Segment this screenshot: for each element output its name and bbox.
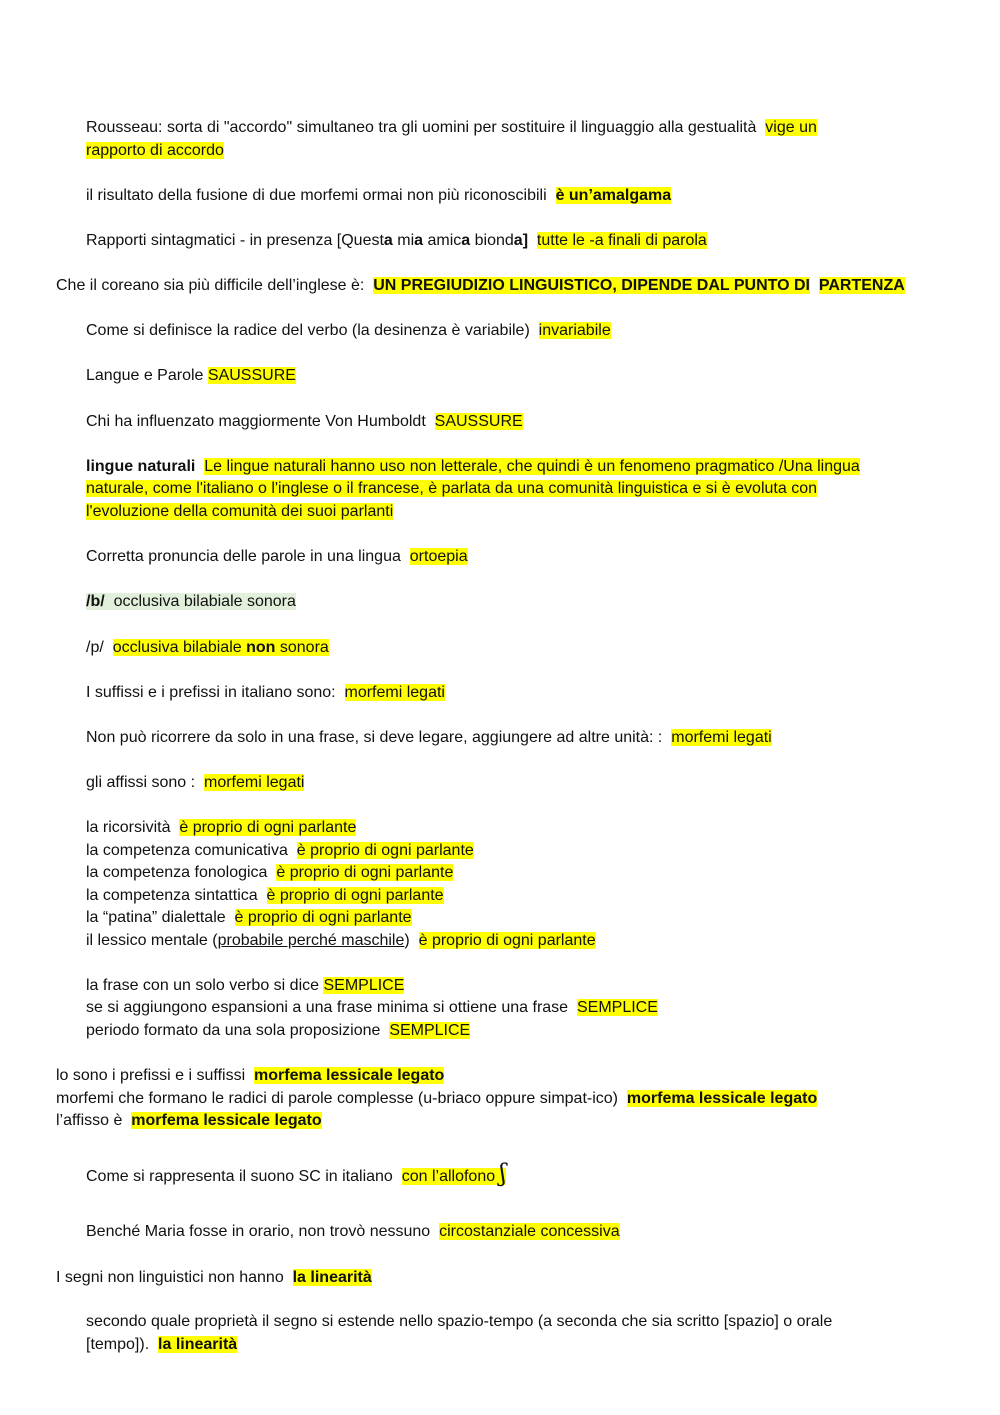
question-text: Rousseau: sorta di "accordo" simultaneo tra gli uomini per sostituire il linguaggio alla gestualità — [86, 119, 757, 136]
question-text: /b/ — [86, 593, 105, 610]
question-text: la ricorsività — [86, 819, 171, 836]
qa-line — [56, 1267, 372, 1289]
answer-highlight: SEMPLICE — [389, 1022, 471, 1039]
question-text: Benché Maria fosse in orario, non trovò nessuno — [86, 1223, 431, 1240]
qa-line — [86, 1221, 620, 1243]
question-text: Non può ricorrere da solo in una frase, si deve legare, aggiungere ad altre unità: : — [86, 729, 663, 746]
qa-line — [56, 1088, 817, 1110]
underlined-note: probabile perché maschile — [217, 932, 405, 949]
answer-highlight: invariabile — [538, 322, 611, 339]
answer-highlight: è proprio di ogni parlante — [296, 842, 474, 859]
answer-highlight: ortoepia — [409, 548, 468, 565]
answer-text: sonora — [275, 639, 329, 656]
question-text: Langue e Parole — [86, 367, 204, 384]
question-text: I segni non linguistici non hanno — [56, 1269, 284, 1286]
qa-line-continued — [86, 478, 817, 500]
qa-line — [86, 1159, 507, 1188]
answer-highlight: morfemi legati — [344, 684, 445, 701]
qa-line — [56, 275, 905, 297]
answer-highlight: l'evoluzione della comunità dei suoi parlanti — [86, 503, 394, 520]
answer-highlight: vige un — [765, 119, 817, 136]
qa-line-continued — [86, 501, 393, 523]
answer-highlight: è proprio di ogni parlante — [234, 909, 412, 926]
answer-highlight: morfema lessicale legato — [254, 1067, 445, 1084]
qa-line — [86, 772, 304, 794]
qa-line — [86, 840, 474, 862]
question-text: I suffissi e i prefissi in italiano sono: — [86, 684, 336, 701]
answer-highlight-green — [86, 593, 296, 610]
question-text: Come si definisce la radice del verbo (la desinenza è variabile) — [86, 322, 530, 339]
qa-line — [86, 1311, 832, 1333]
answer-highlight: morfemi legati — [203, 774, 305, 791]
question-text: morfemi che formano le radici di parole complesse (u-briaco oppure simpat-ico) — [56, 1090, 619, 1107]
qa-line — [86, 230, 707, 252]
question-text: Chi ha influenzato maggiormente Von Humboldt — [86, 413, 426, 430]
answer-text: con l’allofono — [401, 1168, 500, 1185]
answer-highlight: circostanziale concessiva — [439, 1223, 620, 1240]
question-text: Che il coreano sia più difficile dell’inglese è: — [56, 277, 365, 294]
qa-line — [86, 975, 404, 997]
qa-line — [86, 456, 860, 478]
answer-highlight: è proprio di ogni parlante — [179, 819, 357, 836]
question-text: la competenza sintattica — [86, 887, 258, 904]
qa-line — [86, 320, 611, 342]
qa-line — [86, 185, 671, 207]
answer-highlight: è un’amalgama — [555, 187, 672, 204]
answer-highlight — [401, 1159, 507, 1187]
question-text: il lessico mentale ( — [86, 932, 218, 949]
answer-highlight: Le lingue naturali hanno uso non letterale, che quindi è un fenomeno pragmatico /Una lingua — [204, 458, 860, 475]
esh-symbol: ʃ — [499, 1159, 507, 1187]
bold-letter: a] — [513, 232, 529, 249]
question-text: biond — [470, 232, 514, 249]
qa-line — [86, 546, 468, 568]
qa-line — [86, 907, 412, 929]
answer-highlight: UN PREGIUDIZIO LINGUISTICO, DIPENDE DAL PUNTO DI — [373, 277, 810, 294]
qa-line — [86, 1020, 470, 1042]
answer-highlight: morfema lessicale legato — [131, 1112, 322, 1129]
answer-highlight: rapporto di accordo — [86, 142, 224, 159]
answer-highlight: tutte le -a finali di parola — [536, 232, 707, 249]
answer-bold: non — [246, 639, 276, 656]
qa-line — [86, 637, 329, 659]
question-text: se si aggiungono espansioni a una frase minima si ottiene una frase — [86, 999, 569, 1016]
qa-line-continued — [86, 1334, 237, 1356]
question-text: secondo quale proprietà il segno si estende nello spazio-tempo (a seconda che sia scritto [spazio] o orale — [86, 1313, 833, 1330]
question-text: la competenza comunicativa — [86, 842, 288, 859]
qa-line — [86, 862, 453, 884]
bold-letter: a — [383, 232, 393, 249]
bold-letter: a — [414, 232, 424, 249]
qa-line-continued — [86, 140, 224, 162]
question-text: /p/ — [86, 639, 104, 656]
question-text: la competenza fonologica — [86, 864, 268, 881]
question-text: il risultato della fusione di due morfemi ormai non più riconoscibili — [86, 187, 547, 204]
qa-line — [86, 727, 772, 749]
answer-highlight: SAUSSURE — [434, 413, 523, 430]
question-text: la “patina” dialettale — [86, 909, 226, 926]
question-text: [tempo]). — [86, 1336, 150, 1353]
question-text: lingue naturali — [86, 458, 196, 475]
answer-highlight: è proprio di ogni parlante — [266, 887, 444, 904]
answer-text: occlusiva bilabiale — [112, 639, 247, 656]
question-text: amic — [423, 232, 462, 249]
answer-highlight: la linearità — [158, 1336, 238, 1353]
question-text: la frase con un solo verbo si dice — [86, 977, 320, 994]
answer-text: occlusiva bilabiale sonora — [113, 593, 296, 610]
qa-line — [86, 682, 445, 704]
qa-line — [86, 885, 444, 907]
answer-highlight: naturale, come l'italiano o l'inglese o il francese, è parlata da una comunità linguistica e si è evoluta con — [86, 480, 817, 497]
question-text: Corretta pronuncia delle parole in una lingua — [86, 548, 401, 565]
answer-highlight: morfema lessicale legato — [626, 1090, 818, 1107]
answer-highlight: è proprio di ogni parlante — [276, 864, 454, 881]
bold-letter: a — [461, 232, 471, 249]
question-text: periodo formato da una sola proposizione — [86, 1022, 381, 1039]
answer-highlight: SEMPLICE — [323, 977, 405, 994]
answer-highlight — [113, 639, 329, 656]
answer-highlight: morfemi legati — [671, 729, 772, 746]
question-text: mi — [392, 232, 415, 249]
answer-highlight: è proprio di ogni parlante — [418, 932, 596, 949]
qa-line — [86, 117, 817, 139]
question-text: ) — [404, 932, 410, 949]
question-text: l’affisso è — [56, 1112, 123, 1129]
qa-line — [86, 365, 296, 387]
qa-line — [86, 997, 658, 1019]
answer-highlight: SEMPLICE — [576, 999, 658, 1016]
qa-line — [56, 1110, 322, 1132]
answer-highlight: SAUSSURE — [207, 367, 296, 384]
question-text: gli affissi sono : — [86, 774, 196, 791]
qa-line — [86, 817, 356, 839]
answer-highlight: la linearità — [292, 1269, 372, 1286]
question-text: lo sono i prefissi e i suffissi — [56, 1067, 246, 1084]
answer-highlight: PARTENZA — [818, 277, 905, 294]
question-text: Rapporti sintagmatici - in presenza [Quest — [86, 232, 384, 249]
qa-line — [86, 591, 296, 613]
qa-line — [56, 1065, 444, 1087]
question-text: Come si rappresenta il suono SC in italiano — [86, 1168, 393, 1185]
qa-line — [86, 411, 523, 433]
qa-line — [86, 930, 596, 952]
